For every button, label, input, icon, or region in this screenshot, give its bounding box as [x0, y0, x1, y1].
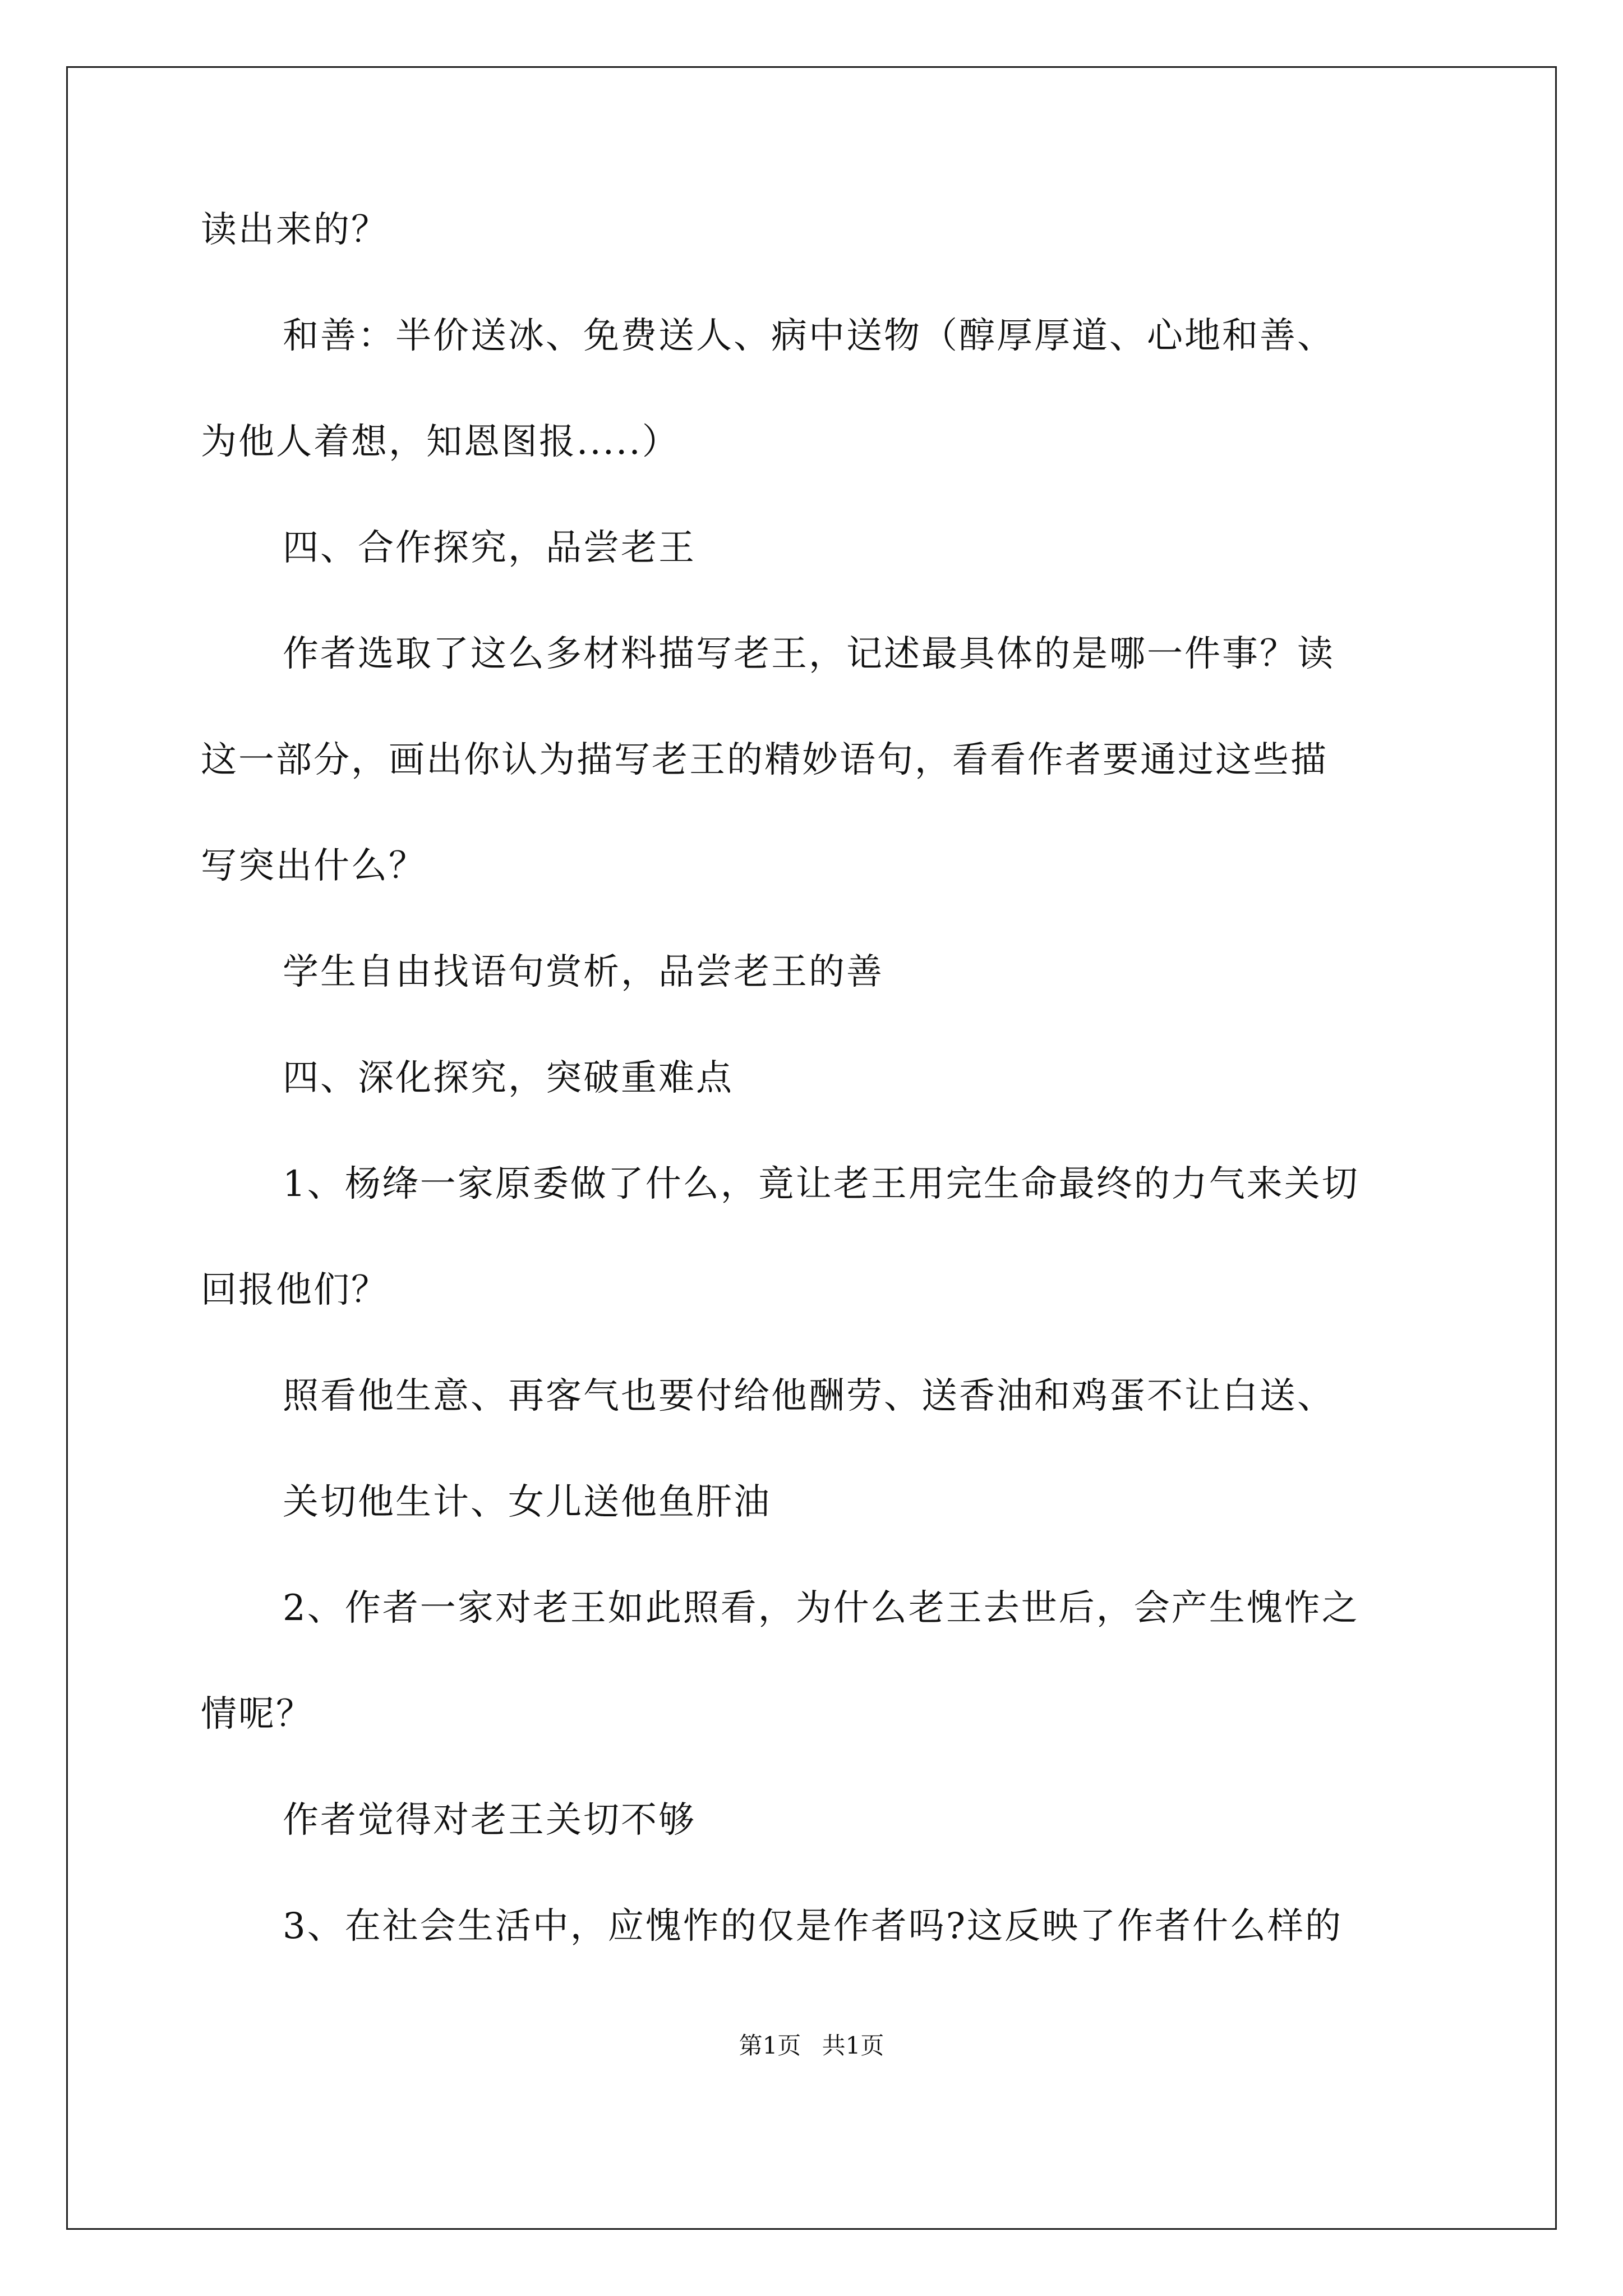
section-heading: 四、合作探究，品尝老王: [283, 527, 696, 569]
paragraph-line: 作者觉得对老王关切不够: [283, 1800, 696, 1841]
page-total: 共1页: [822, 2032, 884, 2059]
page-number: 第1页: [739, 2032, 801, 2059]
paragraph-line: 写突出什么？: [201, 845, 426, 887]
paragraph-line: 照看他生意、再客气也要付给他酬劳、送香油和鸡蛋不让白送、: [283, 1375, 1335, 1417]
paragraph-line: 情呢？: [201, 1694, 313, 1735]
paragraph-line: 学生自由找语句赏析，品尝老王的善: [283, 951, 884, 993]
paragraph-line: 作者选取了这么多材料描写老王，记述最具体的是哪一件事？读: [283, 633, 1335, 675]
paragraph-line: 回报他们？: [201, 1269, 389, 1311]
paragraph-line: 读出来的？: [201, 209, 389, 251]
paragraph-line: 这一部分，画出你认为描写老王的精妙语句，看看作者要通过这些描: [201, 739, 1328, 781]
paragraph-line: 1、杨绛一家原委做了什么，竟让老王用完生命最终的力气来关切: [283, 1163, 1359, 1205]
paragraph-line: 为他人着想，知恩图报.....）: [201, 421, 680, 463]
paragraph-line: 3、在社会生活中，应愧怍的仅是作者吗?这反映了作者什么样的: [283, 1906, 1343, 1947]
paragraph-line: 2、作者一家对老王如此照看，为什么老王去世后，会产生愧怍之: [283, 1588, 1359, 1629]
page-footer: [0, 2032, 1623, 2060]
section-heading: 四、深化探究，突破重难点: [283, 1057, 734, 1099]
paragraph-line: 和善：半价送冰、免费送人、病中送物（醇厚厚道、心地和善、: [283, 315, 1335, 357]
paragraph-line: 关切他生计、女儿送他鱼肝油: [283, 1481, 771, 1523]
